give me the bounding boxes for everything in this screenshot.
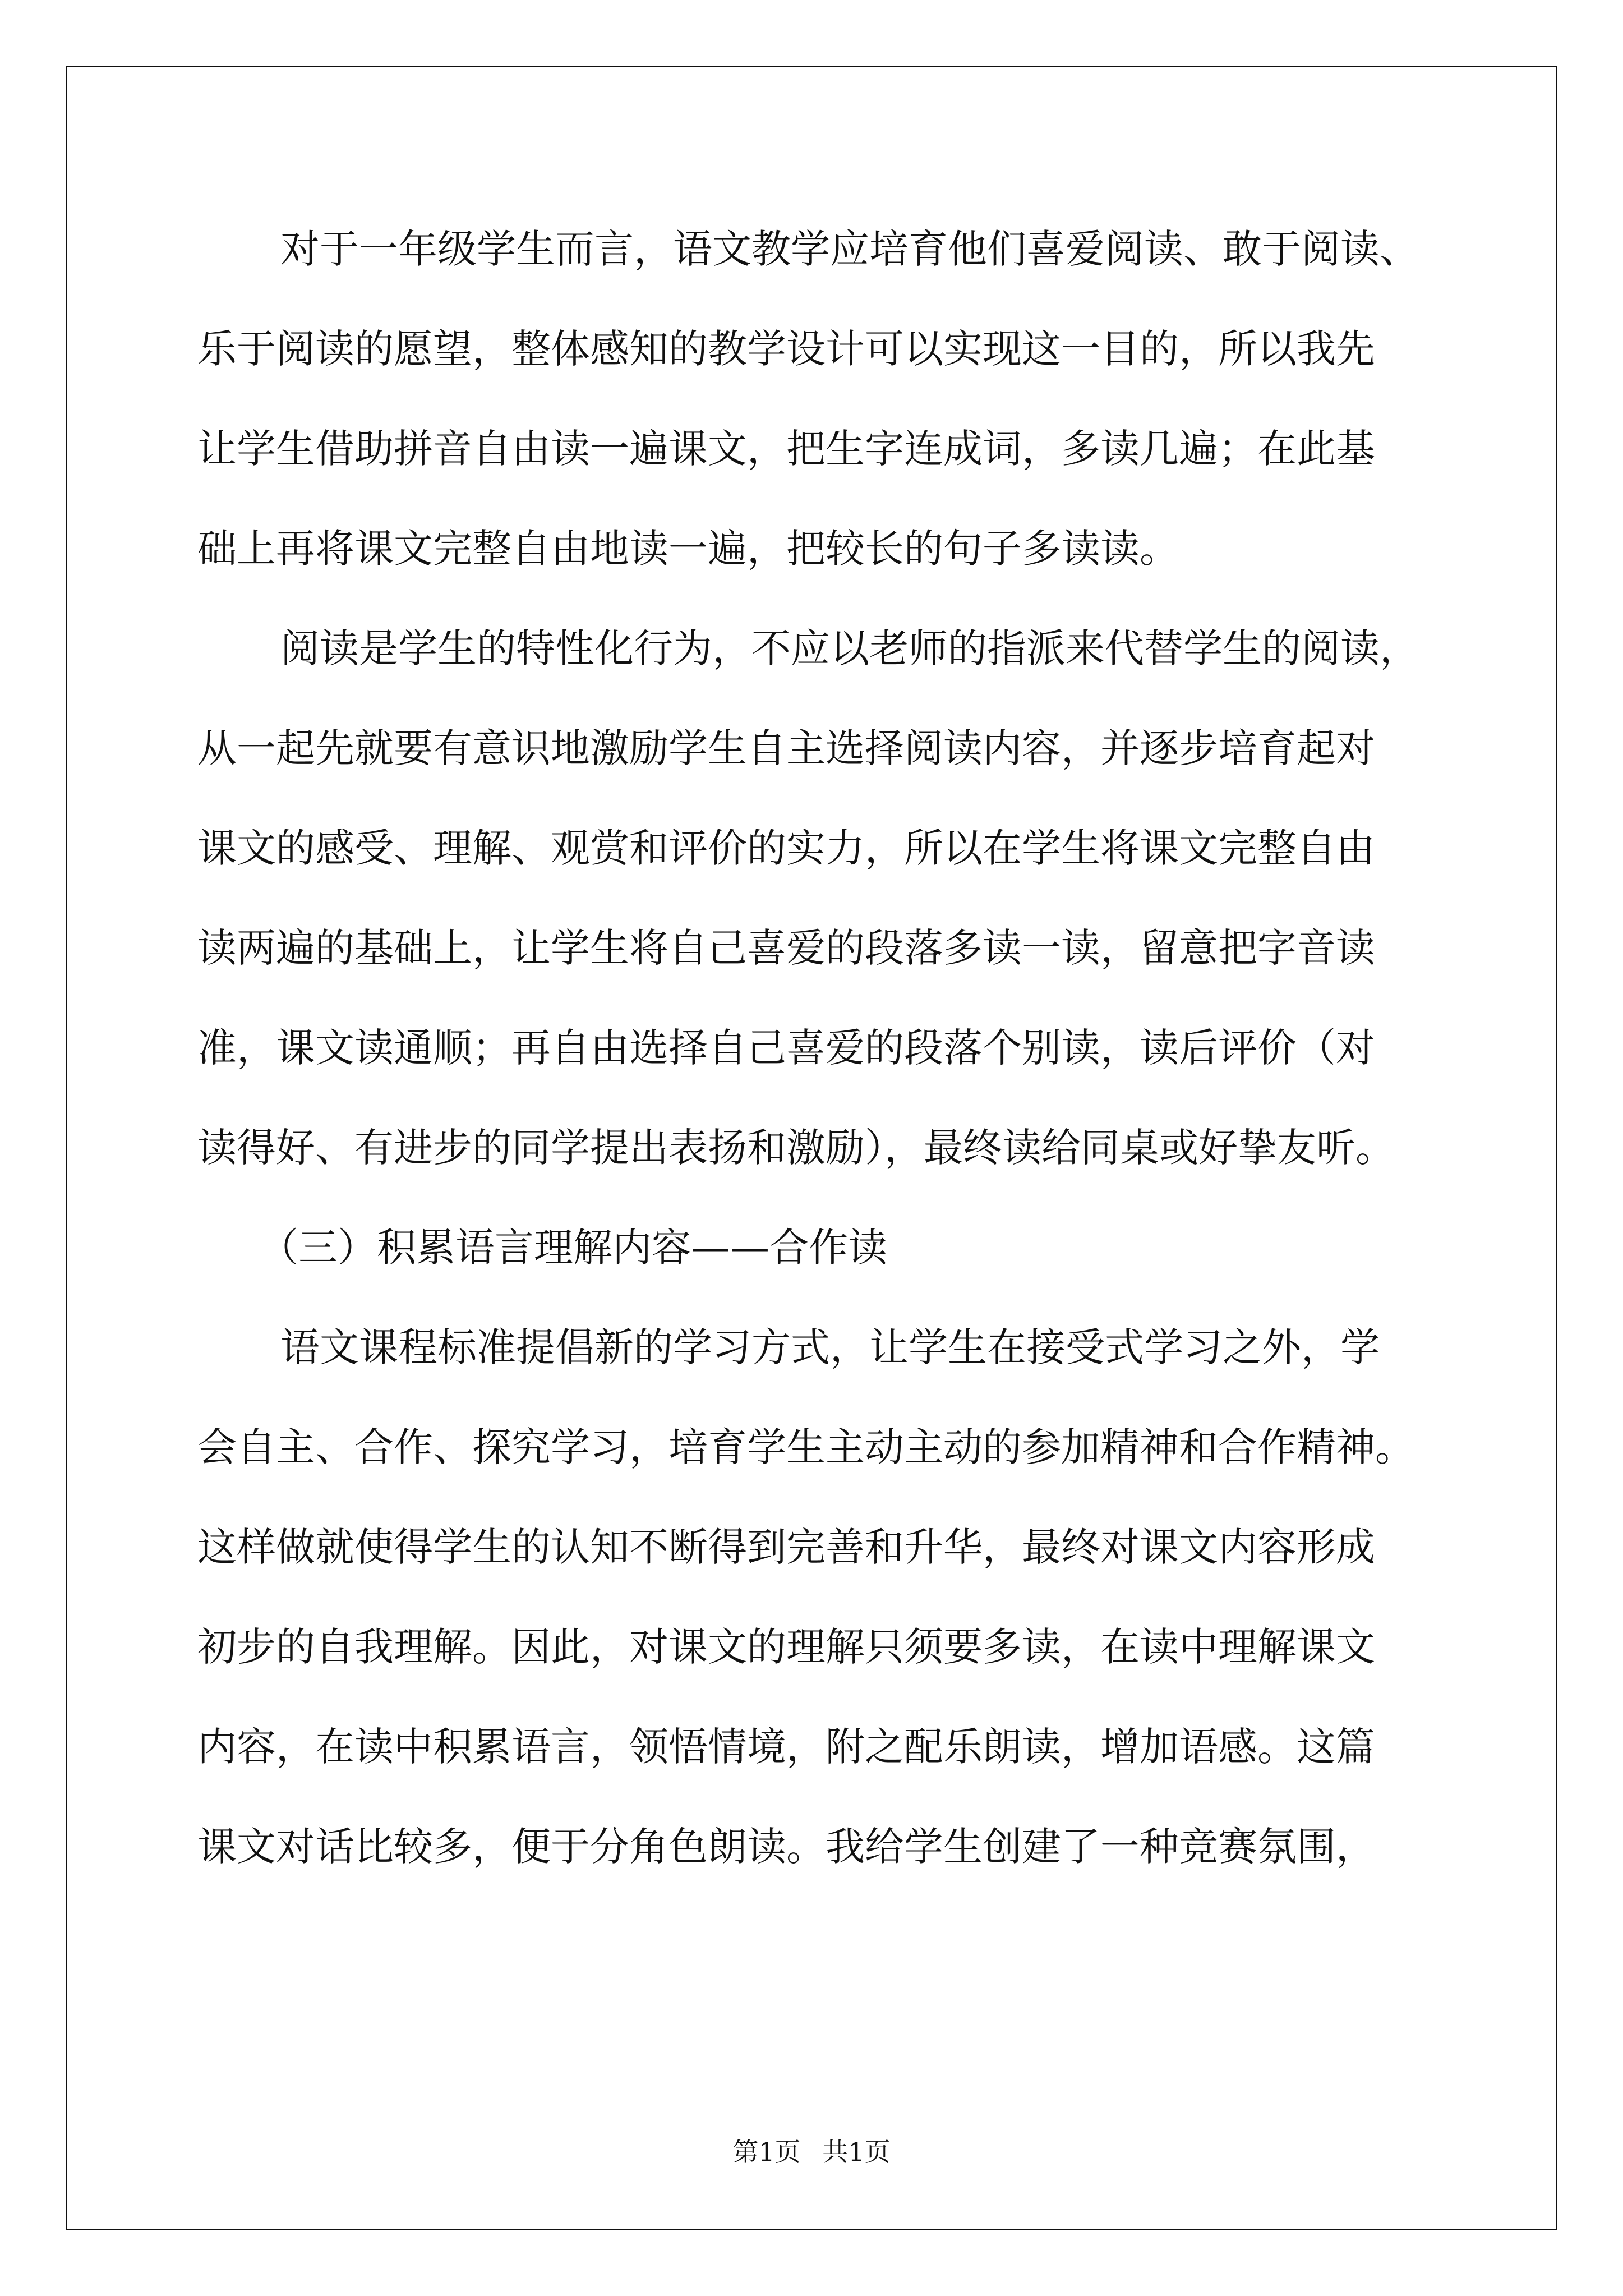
text-line: 让学生借助拼音自由读一遍课文，把生字连成词，多读几遍；在此基 bbox=[197, 426, 1375, 472]
page-total: 共1页 bbox=[822, 2137, 891, 2167]
text-line: 初步的自我理解。因此，对课文的理解只须要多读，在读中理解课文 bbox=[197, 1624, 1375, 1670]
text-line: 会自主、合作、探究学习，培育学生主动主动的参加精神和合作精神。 bbox=[197, 1424, 1414, 1470]
section-heading: （三）积累语言理解内容——合作读 bbox=[259, 1225, 887, 1271]
text-line: 内容，在读中积累语言，领悟情境，附之配乐朗读，增加语感。这篇 bbox=[197, 1724, 1375, 1770]
text-line: 读得好、有进步的同学提出表扬和激励），最终读给同桌或好挚友听。 bbox=[197, 1125, 1395, 1171]
text-line: 课文的感受、理解、观赏和评价的实力，所以在学生将课文完整自由 bbox=[197, 825, 1375, 871]
text-line: 准，课文读通顺；再自由选择自己喜爱的段落个别读，读后评价（对 bbox=[197, 1025, 1375, 1071]
text-line: 读两遍的基础上，让学生将自己喜爱的段落多读一读，留意把字音读 bbox=[197, 925, 1375, 971]
text-line: 这样做就使得学生的认知不断得到完善和升华，最终对课文内容形成 bbox=[197, 1524, 1375, 1570]
page-footer bbox=[0, 2132, 1623, 2169]
text-line: 语文课程标准提倡新的学习方式，让学生在接受式学习之外，学 bbox=[280, 1324, 1380, 1370]
document-body bbox=[197, 199, 1482, 1897]
text-line: 础上再将课文完整自由地读一遍，把较长的句子多读读。 bbox=[197, 526, 1179, 572]
text-line: 对于一年级学生而言，语文教学应培育他们喜爱阅读、敢于阅读、 bbox=[280, 226, 1419, 272]
text-line: 从一起先就要有意识地激励学生自主选择阅读内容，并逐步培育起对 bbox=[197, 725, 1375, 771]
text-line: 课文对话比较多，便于分角色朗读。我给学生创建了一种竞赛氛围， bbox=[197, 1824, 1375, 1870]
text-line: 阅读是学生的特性化行为，不应以老师的指派来代替学生的阅读， bbox=[280, 625, 1419, 671]
page-number: 第1页 bbox=[732, 2137, 801, 2167]
text-line: 乐于阅读的愿望，整体感知的教学设计可以实现这一目的，所以我先 bbox=[197, 326, 1375, 372]
